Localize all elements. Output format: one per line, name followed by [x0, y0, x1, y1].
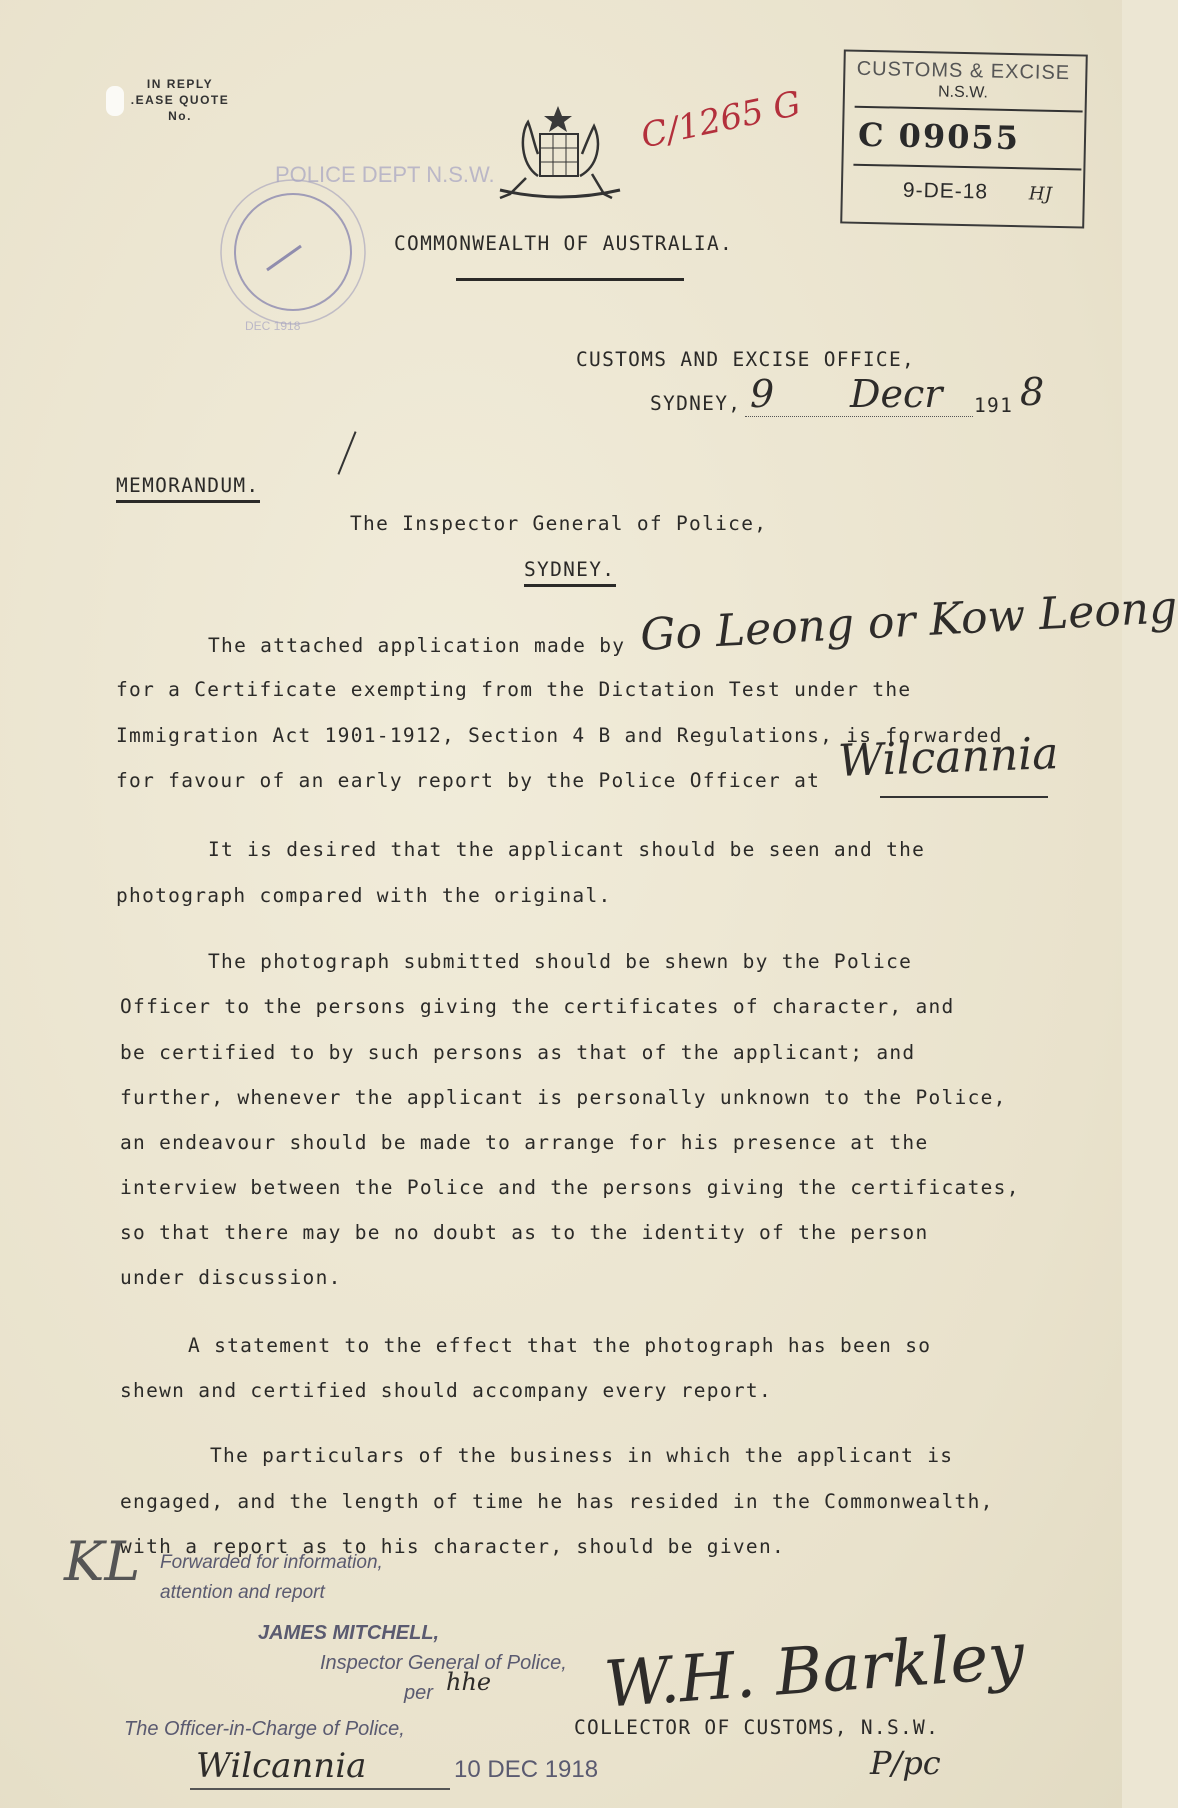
check-mark	[337, 431, 356, 474]
paragraph-5-line-3: with a report as to his character, should be given.	[120, 1535, 786, 1558]
customs-stamp-initials: HJ	[1028, 183, 1053, 205]
customs-stamp-date: 9-DE-18	[902, 178, 989, 204]
date-sydney-label: SYDNEY,	[650, 392, 742, 415]
customs-receipt-stamp	[840, 49, 1088, 228]
police-stamp-date: DEC 1918	[245, 319, 301, 333]
date-month-handwritten: Decr	[850, 372, 943, 416]
commonwealth-heading: COMMONWEALTH OF AUSTRALIA.	[394, 232, 734, 255]
paragraph-3-line-8: under discussion.	[120, 1266, 342, 1289]
police-station-handwritten: Wilcannia	[837, 728, 1060, 787]
office-name: CUSTOMS AND EXCISE OFFICE,	[576, 348, 916, 371]
paragraph-3-line-5: an endeavour should be made to arrange for his presence at the	[120, 1131, 929, 1154]
collector-title: COLLECTOR OF CUSTOMS, N.S.W.	[574, 1716, 940, 1739]
forward-stamp-title: Inspector General of Police,	[320, 1652, 567, 1674]
customs-stamp-title: CUSTOMS & EXCISE	[856, 57, 1071, 85]
paragraph-5-line-1: The particulars of the business in which the applicant is	[210, 1444, 954, 1467]
paragraph-3-line-3: be certified to by such persons as that of the applicant; and	[120, 1041, 916, 1064]
date-year-handwritten: 8	[1020, 370, 1045, 414]
reply-reference-block	[120, 76, 240, 124]
city-rule	[524, 584, 616, 587]
paragraph-3-line-6: interview between the Police and the persons giving the certificates,	[120, 1176, 1020, 1199]
paper-hole	[106, 86, 124, 116]
addressee-line: The Inspector General of Police,	[350, 512, 768, 535]
paragraph-4-line-2: shewn and certified should accompany every report.	[120, 1379, 772, 1402]
reply-line-3: No.	[168, 109, 192, 123]
collector-initials: P/pc	[870, 1744, 941, 1782]
paragraph-1-line-1: The attached application made by	[208, 634, 626, 657]
paragraph-1-line-2: for a Certificate exempting from the Dictation Test under the	[116, 678, 912, 701]
forward-stamp-place-handwritten: Wilcannia	[196, 1746, 367, 1786]
paragraph-3-line-1: The photograph submitted should be shewn by the Police	[208, 950, 913, 973]
file-reference-handwritten: C/1265 G	[637, 83, 805, 157]
paragraph-3-line-2: Officer to the persons giving the certificates of character, and	[120, 995, 955, 1018]
forward-stamp-officer: The Officer-in-Charge of Police,	[124, 1718, 405, 1740]
forward-stamp-per-initials: hhe	[446, 1668, 492, 1696]
addressee-city: SYDNEY.	[524, 558, 616, 581]
paragraph-3-line-7: so that there may be no doubt as to the identity of the person	[120, 1221, 929, 1244]
date-year-prefix: 191	[974, 394, 1014, 417]
reply-line-2: .EASE QUOTE	[130, 93, 230, 107]
collector-signature: W.H. Barkley	[601, 1619, 1027, 1723]
forward-stamp-date: 10 DEC 1918	[454, 1756, 599, 1783]
paragraph-2-line-2: photograph compared with the original.	[116, 884, 612, 907]
applicant-name-handwritten: Go Leong or Kow Leong	[639, 581, 1178, 662]
paragraph-1-line-3: Immigration Act 1901-1912, Section 4 B and Regulations, is forwarded	[116, 724, 1003, 747]
customs-stamp-number: C 09055	[857, 115, 1021, 158]
date-day-handwritten: 9	[750, 372, 775, 416]
forward-stamp-line-1: Forwarded for information,	[160, 1552, 383, 1573]
paragraph-2-line-1: It is desired that the applicant should be seen and the	[208, 838, 926, 861]
paragraph-4-line-1: A statement to the effect that the photograph has been so	[188, 1334, 932, 1357]
forward-stamp-name: JAMES MITCHELL,	[258, 1622, 440, 1644]
paragraph-3-line-4: further, whenever the applicant is personally unknown to the Police,	[120, 1086, 1007, 1109]
reply-line-1: IN REPLY	[146, 77, 214, 91]
memorandum-heading: MEMORANDUM.	[116, 474, 260, 497]
memorandum-rule	[116, 500, 260, 503]
customs-stamp-region: N.S.W.	[937, 83, 989, 102]
heading-rule	[456, 278, 684, 281]
coat-of-arms-emblem	[480, 104, 640, 204]
forward-stamp-line-2: attention and report	[160, 1582, 325, 1603]
police-dept-stamp	[205, 150, 495, 340]
paragraph-5-line-2: engaged, and the length of time he has resided in the Commonwealth,	[120, 1490, 994, 1513]
paragraph-1-line-4: for favour of an early report by the Police Officer at	[116, 769, 821, 792]
forwarding-initials-scrawl: KL	[64, 1530, 141, 1593]
forward-stamp-per: per	[404, 1682, 433, 1704]
police-stamp-text: POLICE DEPT N.S.W.	[275, 162, 495, 187]
